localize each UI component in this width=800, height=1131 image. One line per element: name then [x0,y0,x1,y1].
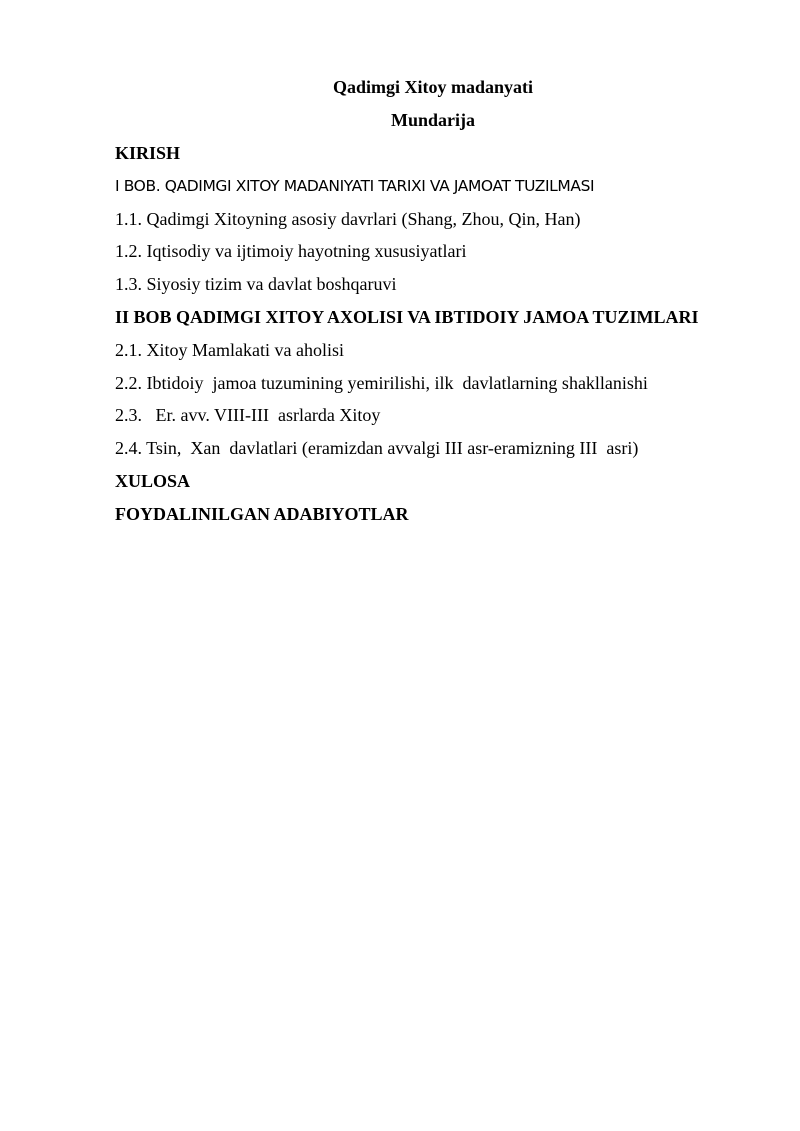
toc-item-2-3: 2.3. Er. avv. VIII-III asrlarda Xitoy [115,405,381,426]
toc-item-references: FOYDALINILGAN ADABIYOTLAR [115,503,409,524]
toc-heading: Mundarija [390,110,475,130]
toc-item-chapter-2: II BOB QADIMGI XITOY AXOLISI VA IBTIDOIY JAMOA TUZIMLARI [115,306,699,327]
toc-item-1-1: 1.1. Qadimgi Xitoyning asosiy davrlari (Shang, Zhou, Qin, Han) [115,208,581,229]
toc-item-1-2: 1.2. Iqtisodiy va ijtimoiy hayotning xususiyatlari [115,241,467,262]
toc-item-2-2: 2.2. Ibtidoiy jamoa tuzumining yemirilishi, ilk davlatlarning shakllanishi [115,372,648,393]
table-of-contents [115,142,770,536]
document-title: Qadimgi Xitoy madanyati [332,77,533,97]
toc-item-1-3: 1.3. Siyosiy tizim va davlat boshqaruvi [115,274,397,295]
toc-item-2-4: 2.4. Tsin, Xan davlatlari (eramizdan avvalgi III asr-eramizning III asri) [115,438,639,459]
toc-item-conclusion: XULOSA [115,470,191,491]
toc-item-chapter-1: I BOB. QADIMGI XITOY MADANIYATI TARIXI VA JAMOAT TUZILMASI [115,176,595,195]
toc-item-introduction: KIRISH [115,143,181,163]
toc-item-2-1: 2.1. Xitoy Mamlakati va aholisi [115,339,344,360]
